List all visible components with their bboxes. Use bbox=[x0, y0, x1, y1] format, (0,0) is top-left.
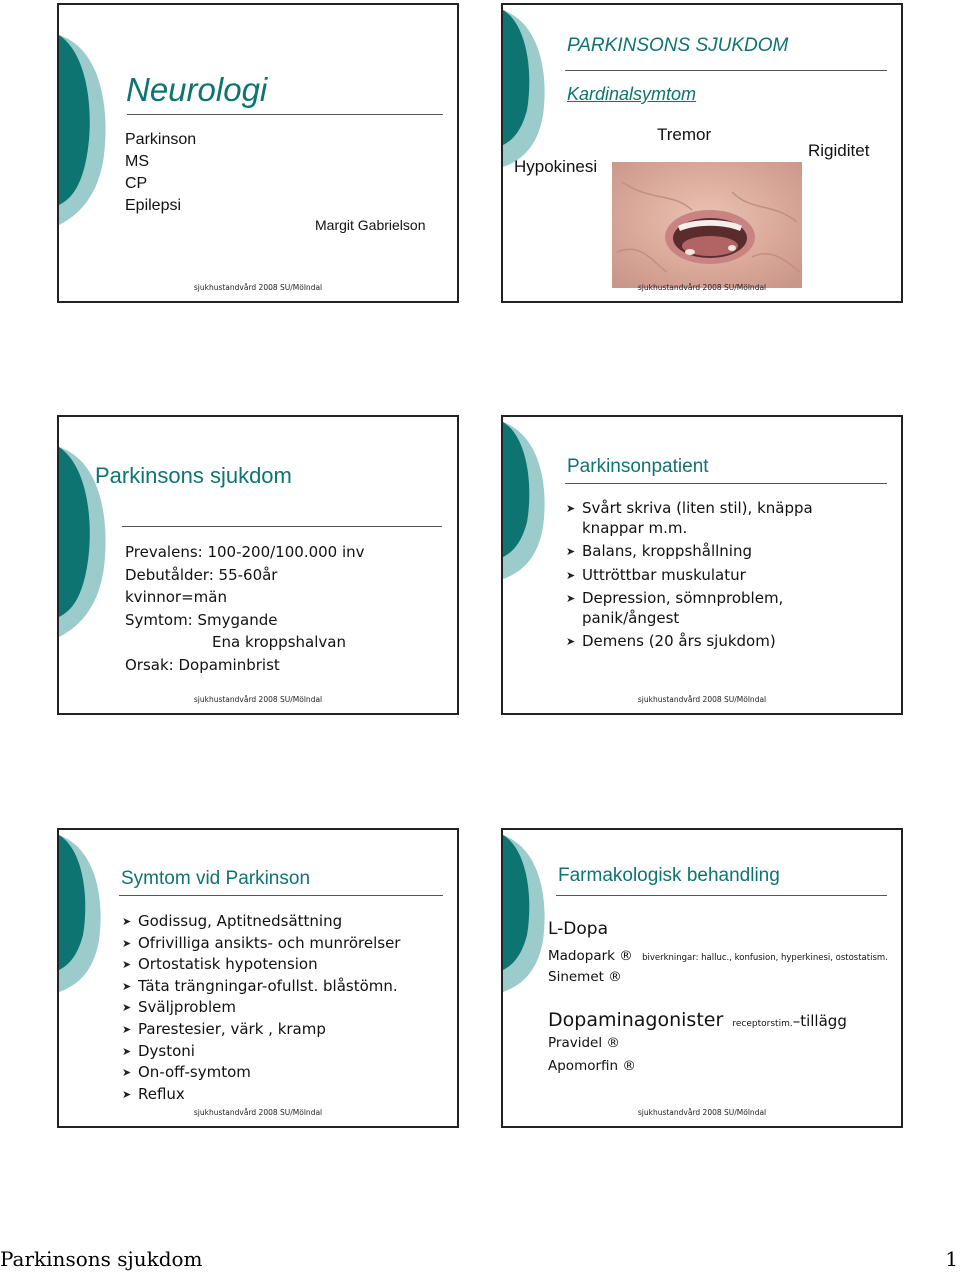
bullet-text: On-off-symtom bbox=[138, 1063, 251, 1082]
arrowhead-bullet-icon: ➤ bbox=[122, 915, 132, 928]
bullet-text: Täta trängningar-ofullst. blåstömn. bbox=[138, 976, 398, 995]
bullet-item bbox=[565, 589, 813, 628]
bullet-text: Svårt skriva (liten stil), knäppa bbox=[582, 499, 813, 517]
madopark-note: biverkningar: halluc., konfusion, hyperkinesi, ostostatism. bbox=[642, 953, 888, 963]
arrowhead-bullet-icon: ➤ bbox=[122, 958, 132, 972]
label-rigiditet: Rigiditet bbox=[808, 141, 870, 160]
slide-parkinsonpatient bbox=[501, 415, 903, 715]
slide-title: Parkinsonpatient bbox=[567, 456, 709, 477]
title-rule bbox=[122, 526, 442, 527]
arrowhead-bullet-icon: ➤ bbox=[122, 1001, 132, 1015]
arrowhead-bullet-icon: ➤ bbox=[122, 1044, 132, 1058]
slide-subtitle: Kardinalsymtom bbox=[567, 84, 697, 104]
fact-line: Ena kroppshalvan bbox=[212, 633, 346, 651]
topic-item: Epilepsi bbox=[125, 197, 182, 214]
bullet-text: Parestesier, värk , kramp bbox=[138, 1019, 326, 1038]
topic-item: Parkinson bbox=[125, 131, 197, 148]
bullet-text: Godissug, Aptitnedsättning bbox=[138, 912, 343, 930]
drug-madopark-row bbox=[548, 948, 888, 964]
slide-title: Symtom vid Parkinson bbox=[121, 868, 311, 889]
bullet-item bbox=[121, 1019, 400, 1041]
symptom-bullets bbox=[121, 911, 400, 1105]
dopamin-suffix: –tillägg bbox=[792, 1012, 847, 1030]
title-rule bbox=[556, 895, 887, 896]
bullet-text: Reflux bbox=[138, 1084, 185, 1103]
bullet-item bbox=[565, 632, 813, 652]
slide-footer: sjukhustandvård 2008 SU/Mölndal bbox=[193, 695, 323, 704]
arrowhead-bullet-icon: ➤ bbox=[122, 1066, 132, 1080]
title-rule bbox=[565, 483, 887, 484]
arrowhead-bullet-icon: ➤ bbox=[566, 545, 576, 558]
slide-kardinalsymtom bbox=[501, 3, 903, 303]
slide-footer: sjukhustandvård 2008 SU/Mölndal bbox=[193, 1108, 323, 1117]
author: Margit Gabrielson bbox=[315, 217, 426, 233]
bullet-item bbox=[121, 976, 400, 998]
slide-parkinsons-sjukdom bbox=[57, 415, 459, 715]
bullet-item bbox=[565, 542, 813, 562]
fact-line: Orsak: Dopaminbrist bbox=[125, 655, 280, 674]
drug-madopark: Madopark ® bbox=[548, 948, 633, 964]
arrowhead-bullet-icon: ➤ bbox=[122, 1087, 132, 1101]
slide-footer: sjukhustandvård 2008 SU/Mölndal bbox=[637, 695, 767, 704]
page-number: 1 bbox=[945, 1247, 958, 1271]
arrowhead-bullet-icon: ➤ bbox=[566, 635, 576, 648]
bullet-item bbox=[565, 566, 813, 586]
fact-line: Prevalens: 100-200/100.000 inv bbox=[125, 543, 365, 561]
arrowhead-bullet-icon: ➤ bbox=[566, 568, 576, 582]
bullet-text: Demens (20 års sjukdom) bbox=[582, 632, 776, 650]
bullet-item bbox=[121, 1084, 400, 1106]
page-footer-title: Parkinsons sjukdom bbox=[0, 1247, 203, 1271]
bullet-text: Sväljproblem bbox=[138, 998, 236, 1017]
arrowhead-bullet-icon: ➤ bbox=[566, 502, 576, 515]
slide-title: Farmakologisk behandling bbox=[558, 865, 780, 886]
bullet-item bbox=[565, 499, 813, 538]
title-rule bbox=[119, 895, 443, 896]
topic-item: CP bbox=[125, 175, 148, 192]
slide-footer: sjukhustandvård 2008 SU/Mölndal bbox=[637, 283, 767, 292]
slide-title: Neurologi bbox=[126, 71, 268, 108]
slide-footer: sjukhustandvård 2008 SU/Mölndal bbox=[193, 283, 323, 292]
arrowhead-bullet-icon: ➤ bbox=[122, 1022, 132, 1036]
bullet-text: Balans, kroppshållning bbox=[582, 542, 752, 560]
face-photo bbox=[612, 162, 802, 288]
bullet-item bbox=[121, 954, 400, 976]
arrowhead-bullet-icon: ➤ bbox=[566, 592, 576, 605]
slide-footer: sjukhustandvård 2008 SU/Mölndal bbox=[637, 1108, 767, 1117]
bullet-item bbox=[121, 1041, 400, 1063]
drug-pravidel: Pravidel ® bbox=[548, 1035, 620, 1051]
slide-farmakologisk-behandling bbox=[501, 828, 903, 1128]
fact-line: Symtom: Smygande bbox=[125, 610, 278, 629]
facts-list bbox=[125, 541, 365, 676]
slide-symtom-vid-parkinson bbox=[57, 828, 459, 1128]
bullet-item bbox=[121, 911, 400, 933]
label-hypokinesi: Hypokinesi bbox=[514, 157, 598, 176]
topic-item: MS bbox=[125, 153, 149, 170]
bullet-text: panik/ångest bbox=[582, 608, 680, 627]
dopamin-note: receptorstim. bbox=[732, 1019, 793, 1029]
drug-dopaminagonister: Dopaminagonister bbox=[548, 1009, 724, 1031]
drug-ldopa: L-Dopa bbox=[548, 919, 609, 939]
bullet-text: knappar m.m. bbox=[582, 518, 688, 537]
title-rule bbox=[565, 70, 887, 71]
bullet-item bbox=[121, 933, 400, 955]
fact-line: kvinnor=män bbox=[125, 588, 227, 606]
arrowhead-bullet-icon: ➤ bbox=[122, 936, 132, 950]
label-tremor: Tremor bbox=[657, 125, 712, 144]
slide-title: PARKINSONS SJUKDOM bbox=[567, 35, 789, 56]
slide-title: Parkinsons sjukdom bbox=[95, 463, 292, 488]
drug-apomorfin: Apomorfin ® bbox=[548, 1058, 636, 1074]
drug-dopamin-row bbox=[548, 1009, 847, 1031]
bullet-text: Dystoni bbox=[138, 1041, 195, 1060]
topic-list bbox=[125, 129, 196, 217]
arrowhead-bullet-icon: ➤ bbox=[122, 979, 132, 993]
fact-line: Debutålder: 55-60år bbox=[125, 565, 278, 584]
bullet-text: Ortostatisk hypotension bbox=[138, 955, 318, 974]
bullet-item bbox=[121, 1062, 400, 1084]
bullet-item bbox=[121, 997, 400, 1019]
patient-bullets bbox=[565, 499, 813, 652]
bullet-text: Uttröttbar muskulatur bbox=[582, 565, 746, 584]
title-rule bbox=[127, 114, 443, 115]
bullet-text: Ofrivilliga ansikts- och munrörelser bbox=[138, 933, 401, 952]
slide-neurologi bbox=[57, 3, 459, 303]
drug-sinemet: Sinemet ® bbox=[548, 969, 622, 985]
bullet-text: Depression, sömnproblem, bbox=[582, 589, 784, 607]
